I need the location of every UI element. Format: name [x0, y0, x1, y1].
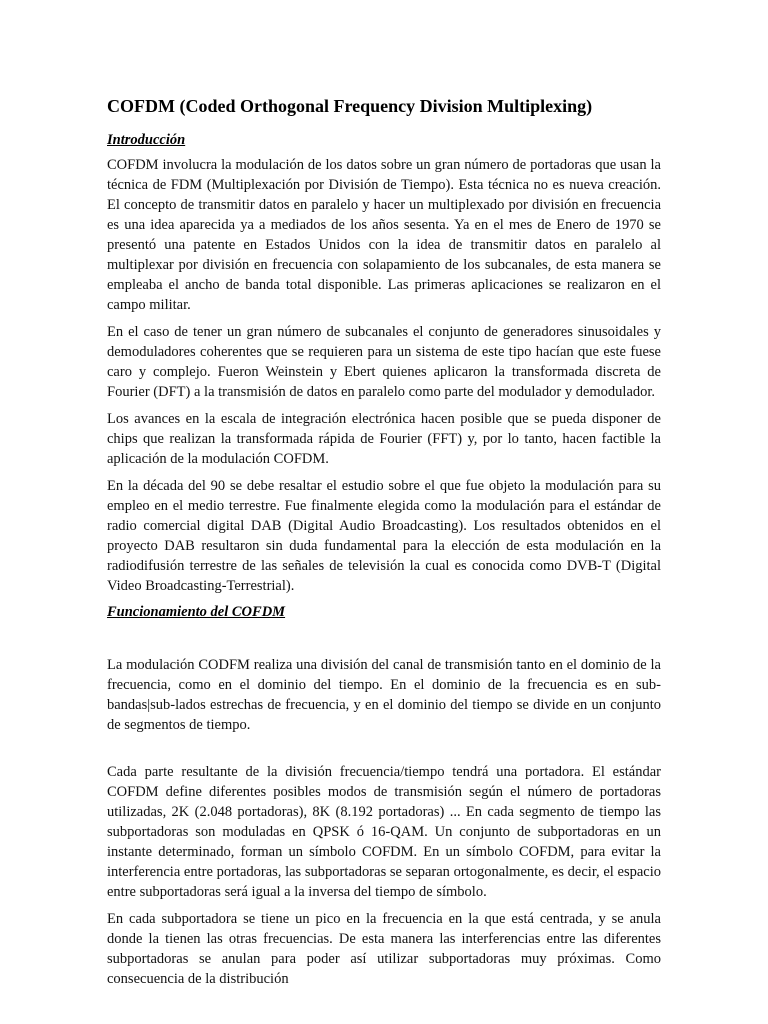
paragraph: En la década del 90 se debe resaltar el estudio sobre el que fue objeto la modulación para su empleo en el medio terrestre. Fue finalmente elegida como la modulación para el estándar de radio comercial digital DAB (Digital Audio Broadcasting). Los resultados obtenidos en el proyecto DAB resultaron sin duda fundamental para la elección de esta modulación en la radiodifusión terrestre de las señales de televisión la cual es conocida como DVB-T (Digital Video Broadcasting-Terrestrial).	[107, 478, 661, 594]
section-heading-introduccion: Introducción	[107, 132, 186, 148]
paragraph: En cada subportadora se tiene un pico en la frecuencia en la que está centrada, y se anula donde la tienen las otras frecuencias. De esta manera las interferencias entre las diferentes subportadoras se anulan para poder así utilizar subportadoras muy próximas. Como consecuencia de la distribución	[107, 911, 661, 987]
section-heading-funcionamiento: Funcionamiento del COFDM	[107, 604, 286, 620]
paragraph: Cada parte resultante de la división frecuencia/tiempo tendrá una portadora. El estándar COFDM define diferentes posibles modos de transmisión según el número de portadoras utilizadas, 2K (2.048 portadoras), 8K (8.192 portadoras) ... En cada segmento de tiempo las subportadoras son moduladas en QPSK ó 16-QAM. Un conjunto de subportadoras en un instante determinado, forman un símbolo COFDM. En un símbolo COFDM, para evitar la interferencia entre portadoras, las subportadoras se separan ortogonalmente, es decir, el espacio entre subportadoras será igual a la inversa del tiempo de símbolo.	[107, 764, 661, 900]
paragraph: COFDM involucra la modulación de los datos sobre un gran número de portadoras que usan la técnica de FDM (Multiplexación por División de Tiempo). Esta técnica no es nueva creación. El concepto de transmitir datos en paralelo y hacer un multiplexado por división en frecuencia es una idea aparecida ya a mediados de los años sesenta. Ya en el mes de Enero de 1970 se presentó una patente en Estados Unidos con la idea de transmitir datos en paralelo al multiplexar por división en frecuencia con solapamiento de los subcanales, de esta manera se empleaba el ancho de banda total disponible. Las primeras aplicaciones se realizaron en el campo militar.	[107, 157, 661, 313]
paragraph: En el caso de tener un gran número de subcanales el conjunto de generadores sinusoidales y demoduladores coherentes que se requieren para un sistema de este tipo hacían que este fuese caro y complejo. Fueron Weinstein y Ebert quienes aplicaron la transformada discreta de Fourier (DFT) a la transmisión de datos en paralelo como parte del modulador y demodulador.	[107, 324, 661, 400]
paragraph: Los avances en la escala de integración electrónica hacen posible que se pueda disponer de chips que realizan la transformada rápida de Fourier (FFT) y, por lo tanto, hacen factible la aplicación de la modulación COFDM.	[107, 411, 661, 467]
spacer	[107, 742, 661, 762]
spacer	[107, 627, 661, 655]
document-title: COFDM (Coded Orthogonal Frequency Division Multiplexing)	[107, 96, 593, 116]
paragraph: La modulación CODFM realiza una división del canal de transmisión tanto en el dominio de la frecuencia, como en el dominio del tiempo. En el dominio de la frecuencia es en sub-bandas|sub-lados estrechas de frecuencia, y en el dominio del tiempo se divide en un conjunto de segmentos de tiempo.	[107, 657, 661, 733]
